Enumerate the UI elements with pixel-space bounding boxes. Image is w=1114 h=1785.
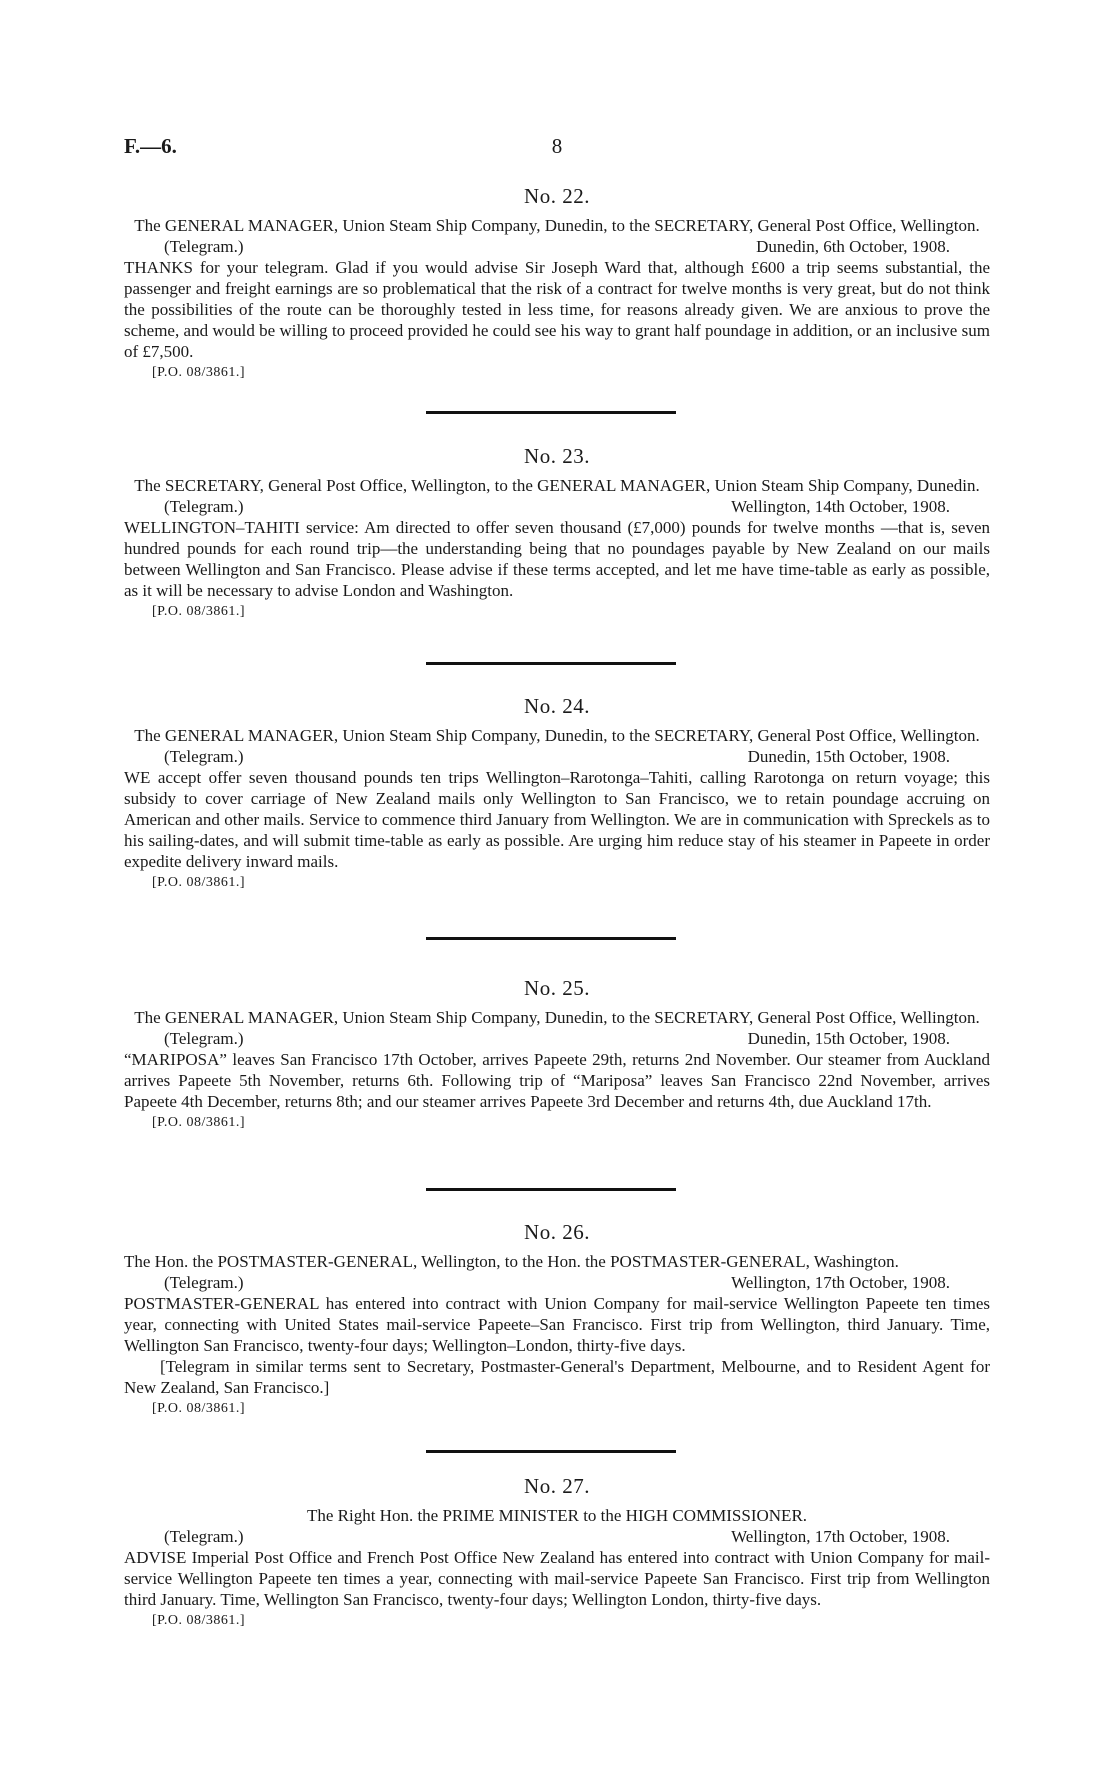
telegram-type: (Telegram.) — [164, 1273, 244, 1292]
telegram-body: ADVISE Imperial Post Office and French Post Office New Zealand has entered into contract with Union Company for mail-service Wellington Papeete ten times a year, connecting with mail-service Papeete San Francisco. First trip from Wellington third January. Time, Wellington San Francisco, twenty-four days; Wellington London, thirty-five days. — [124, 1548, 990, 1609]
telegram-24 — [124, 696, 990, 893]
telegram-address: The GENERAL MANAGER, Union Steam Ship Company, Dunedin, to the SECRETARY, General Post Office, Wellington. — [134, 1008, 980, 1027]
telegram-address: The Right Hon. the PRIME MINISTER to the HIGH COMMISSIONER. — [306, 1506, 808, 1525]
telegram-meta — [124, 1272, 990, 1293]
page-number: 8 — [551, 134, 563, 158]
telegram-place-date: Dunedin, 15th October, 1908. — [747, 747, 950, 766]
telegram-address: The GENERAL MANAGER, Union Steam Ship Company, Dunedin, to the SECRETARY, General Post Office, Wellington. — [134, 216, 980, 235]
telegram-address: The Hon. the POSTMASTER-GENERAL, Wellington, to the Hon. the POSTMASTER-GENERAL, Washington. — [124, 1252, 899, 1271]
telegram-meta — [124, 236, 990, 257]
section-divider — [426, 1450, 676, 1453]
telegram-place-date: Wellington, 17th October, 1908. — [731, 1273, 950, 1292]
file-reference: [P.O. 08/3861.] — [152, 1613, 246, 1628]
telegram-meta — [124, 746, 990, 767]
telegram-type: (Telegram.) — [164, 497, 244, 516]
telegram-number: No. 22. — [524, 184, 590, 208]
telegram-body: “MARIPOSA” leaves San Francisco 17th October, arrives Papeete 29th, returns 2nd November. Our steamer from Auckland arrives Papeete 5th November, returns 6th. Following trip of “Mariposa” leaves San Francisco 22nd November, arrives Papeete 4th December, returns 8th; and our steamer arrives Papeete 3rd December and returns 4th, due Auckland 17th. — [124, 1050, 990, 1111]
telegram-type: (Telegram.) — [164, 1029, 244, 1048]
file-reference: [P.O. 08/3861.] — [152, 604, 246, 619]
telegram-meta — [124, 1028, 990, 1049]
telegram-type: (Telegram.) — [164, 747, 244, 766]
telegram-body: POSTMASTER-GENERAL has entered into contract with Union Company for mail-service Wellington Papeete ten times year, connecting with United States mail-service Papeete–San Francisco. First trip from Wellington, third January. Time, Wellington San Francisco, twenty-four days; Wellington–London, thirty-five days. — [124, 1294, 990, 1355]
section-divider — [426, 1188, 676, 1191]
telegram-place-date: Wellington, 14th October, 1908. — [731, 497, 950, 516]
file-reference: [P.O. 08/3861.] — [152, 1115, 246, 1130]
telegram-number: No. 27. — [524, 1474, 590, 1498]
section-divider — [426, 411, 676, 414]
section-divider — [426, 662, 676, 665]
telegram-22 — [124, 186, 990, 383]
telegram-place-date: Wellington, 17th October, 1908. — [731, 1527, 950, 1546]
telegram-place-date: Dunedin, 6th October, 1908. — [756, 237, 950, 256]
telegram-body: WELLINGTON–TAHITI service: Am directed to offer seven thousand (£7,000) pounds for twelve months —that is, seven hundred pounds for each round trip—the understanding being that no poundages payable by New Zealand on our mails between Wellington and San Francisco. Please advise if these terms accepted, and let me have time-table as early as possible, as it will be necessary to advise London and Washington. — [124, 518, 990, 600]
telegram-meta — [124, 496, 990, 517]
telegram-25 — [124, 978, 990, 1133]
telegram-note: [Telegram in similar terms sent to Secretary, Postmaster-General's Department, Melbourne, and to Resident Agent for New Zealand, San Francisco.] — [124, 1357, 990, 1397]
telegram-meta — [124, 1526, 990, 1547]
section-divider — [426, 937, 676, 940]
telegram-body: WE accept offer seven thousand pounds ten trips Wellington–Rarotonga–Tahiti, calling Rarotonga on return voyage; this subsidy to cover carriage of New Zealand mails only Wellington to San Francisco, we to retain poundage accruing on American and other mails. Service to commence third January from Wellington. We are in communication with Spreckels as to his sailing-dates, and will submit time-table as early as possible. Are urging him reduce stay of his steamer in Papeete in order expedite delivery inward mails. — [124, 768, 990, 871]
telegram-body: THANKS for your telegram. Glad if you would advise Sir Joseph Ward that, although £600 a trip seems substantial, the passenger and freight earnings are so problematical that the risk of a contract for twelve months is very great, but do not think the possibilities of the route can be thoroughly tested in less time, for reasons already given. We are anxious to prove the scheme, and would be willing to proceed provided he could see his way to grant half poundage in addition, or an inclusive sum of £7,500. — [124, 258, 990, 361]
telegram-place-date: Dunedin, 15th October, 1908. — [747, 1029, 950, 1048]
telegram-number: No. 23. — [524, 444, 590, 468]
telegram-number: No. 24. — [524, 694, 590, 718]
telegram-type: (Telegram.) — [164, 1527, 244, 1546]
telegram-address: The SECRETARY, General Post Office, Wellington, to the GENERAL MANAGER, Union Steam Ship Company, Dunedin. — [134, 476, 980, 495]
telegram-27 — [124, 1476, 990, 1631]
telegram-number: No. 26. — [524, 1220, 590, 1244]
telegram-address: The GENERAL MANAGER, Union Steam Ship Company, Dunedin, to the SECRETARY, General Post Office, Wellington. — [134, 726, 980, 745]
telegram-type: (Telegram.) — [164, 237, 244, 256]
file-reference: [P.O. 08/3861.] — [152, 365, 246, 380]
telegram-number: No. 25. — [524, 976, 590, 1000]
telegram-26 — [124, 1222, 990, 1419]
file-reference: [P.O. 08/3861.] — [152, 1401, 246, 1416]
document-reference: F.—6. — [124, 134, 177, 158]
file-reference: [P.O. 08/3861.] — [152, 875, 246, 890]
telegram-23 — [124, 446, 990, 622]
